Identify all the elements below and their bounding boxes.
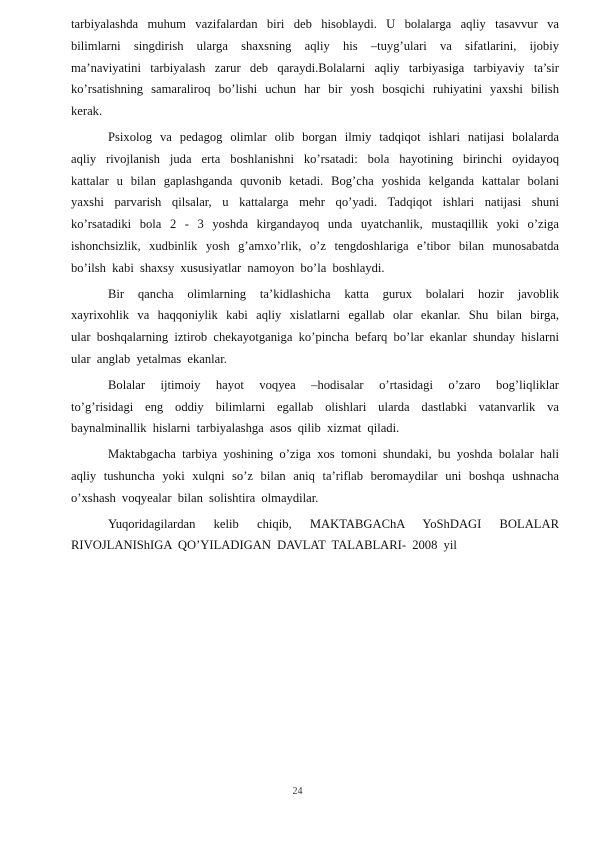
paragraph-5: Maktabgacha tarbiya yoshining o’ziga xos tomoni shundaki, bu yoshda bolalar hali aqliy tushuncha yoki xulqni so’z bilan aniq ta’riflab beromaydilar uni boshqa ushnacha o’xshash voqyealar bilan solishtira olmaydilar.	[71, 447, 559, 505]
paragraph-3: Bir qancha olimlarning ta’kidlashicha katta gurux bolalari hozir javoblik xayrixohlik va haqqoniylik kabi aqliy xislatlarni egallab olar ekanlar. Shu bilan birga, ular boshqalarning iztirob chekayotganiga ko’pincha befarq bo’lar ekanlar shunday hislarni ular anglab yetalmas ekanlar.	[71, 286, 559, 366]
paragraph-4: Bolalar ijtimoiy hayot voqyea –hodisalar o’rtasidagi o’zaro bog’liqliklar to’g’risidagi eng oddiy bilimlarni egallab olishlari ularda dastlabki vatanvarlik va baynalminallik hislarni tarbiyalashga asos qilib xizmat qiladi.	[71, 377, 559, 436]
paragraph-6: Yuqoridagilardan kelib chiqib, MAKTABGAChA YoShDAGI BOLALAR RIVOJLANIShIGA QO’YILADIGAN DAVLAT TALABLARI- 2008 yil	[71, 516, 559, 553]
page-number: 24	[292, 786, 303, 797]
document-body	[71, 14, 559, 561]
paragraph-1: tarbiyalashda muhum vazifalardan biri deb hisoblaydi. U bolalarga aqliy tasavvur va bilimlarni singdirish ularga shaxsning aqliy his –tuyg’ulari va sifatlarini, ijobiy ma’naviyatini tarbiyalash zarur deb qaraydi.Bolalarni aqliy tarbiyasiga tarbiyaviy ta’sir ko’rsatishning samaraliroq bo’lishi uchun har bir yosh bosqichi ruhiyatini yaxshi bilish kerak.	[71, 17, 559, 119]
paragraph-2: Psixolog va pedagog olimlar olib borgan ilmiy tadqiqot ishlari natijasi bolalarda aqliy rivojlanish juda erta boshlanishni ko’rsatadi: bola hayotining birinchi oyidayoq kattalar u bilan gaplashganda quvonib ketadi. Bog’cha yoshida kelganda kattalar bolani yaxshi parvarish qilsalar, u kattalarga mehr qo’yadi. Tadqiqot ishlari natijasi shuni ko’rsatadiki bola 2 - 3 yoshda kirgandayoq unda uyatchanlik, mustaqillik yoki o’ziga ishonchsizlik, xudbinlik yosh g’amxo’rlik, o’z tengdoshlariga e’tibor bilan munosabatda bo’ilsh kabi shaxsy xususiyatlar namoyon bo’la boshlaydi.	[71, 129, 559, 275]
